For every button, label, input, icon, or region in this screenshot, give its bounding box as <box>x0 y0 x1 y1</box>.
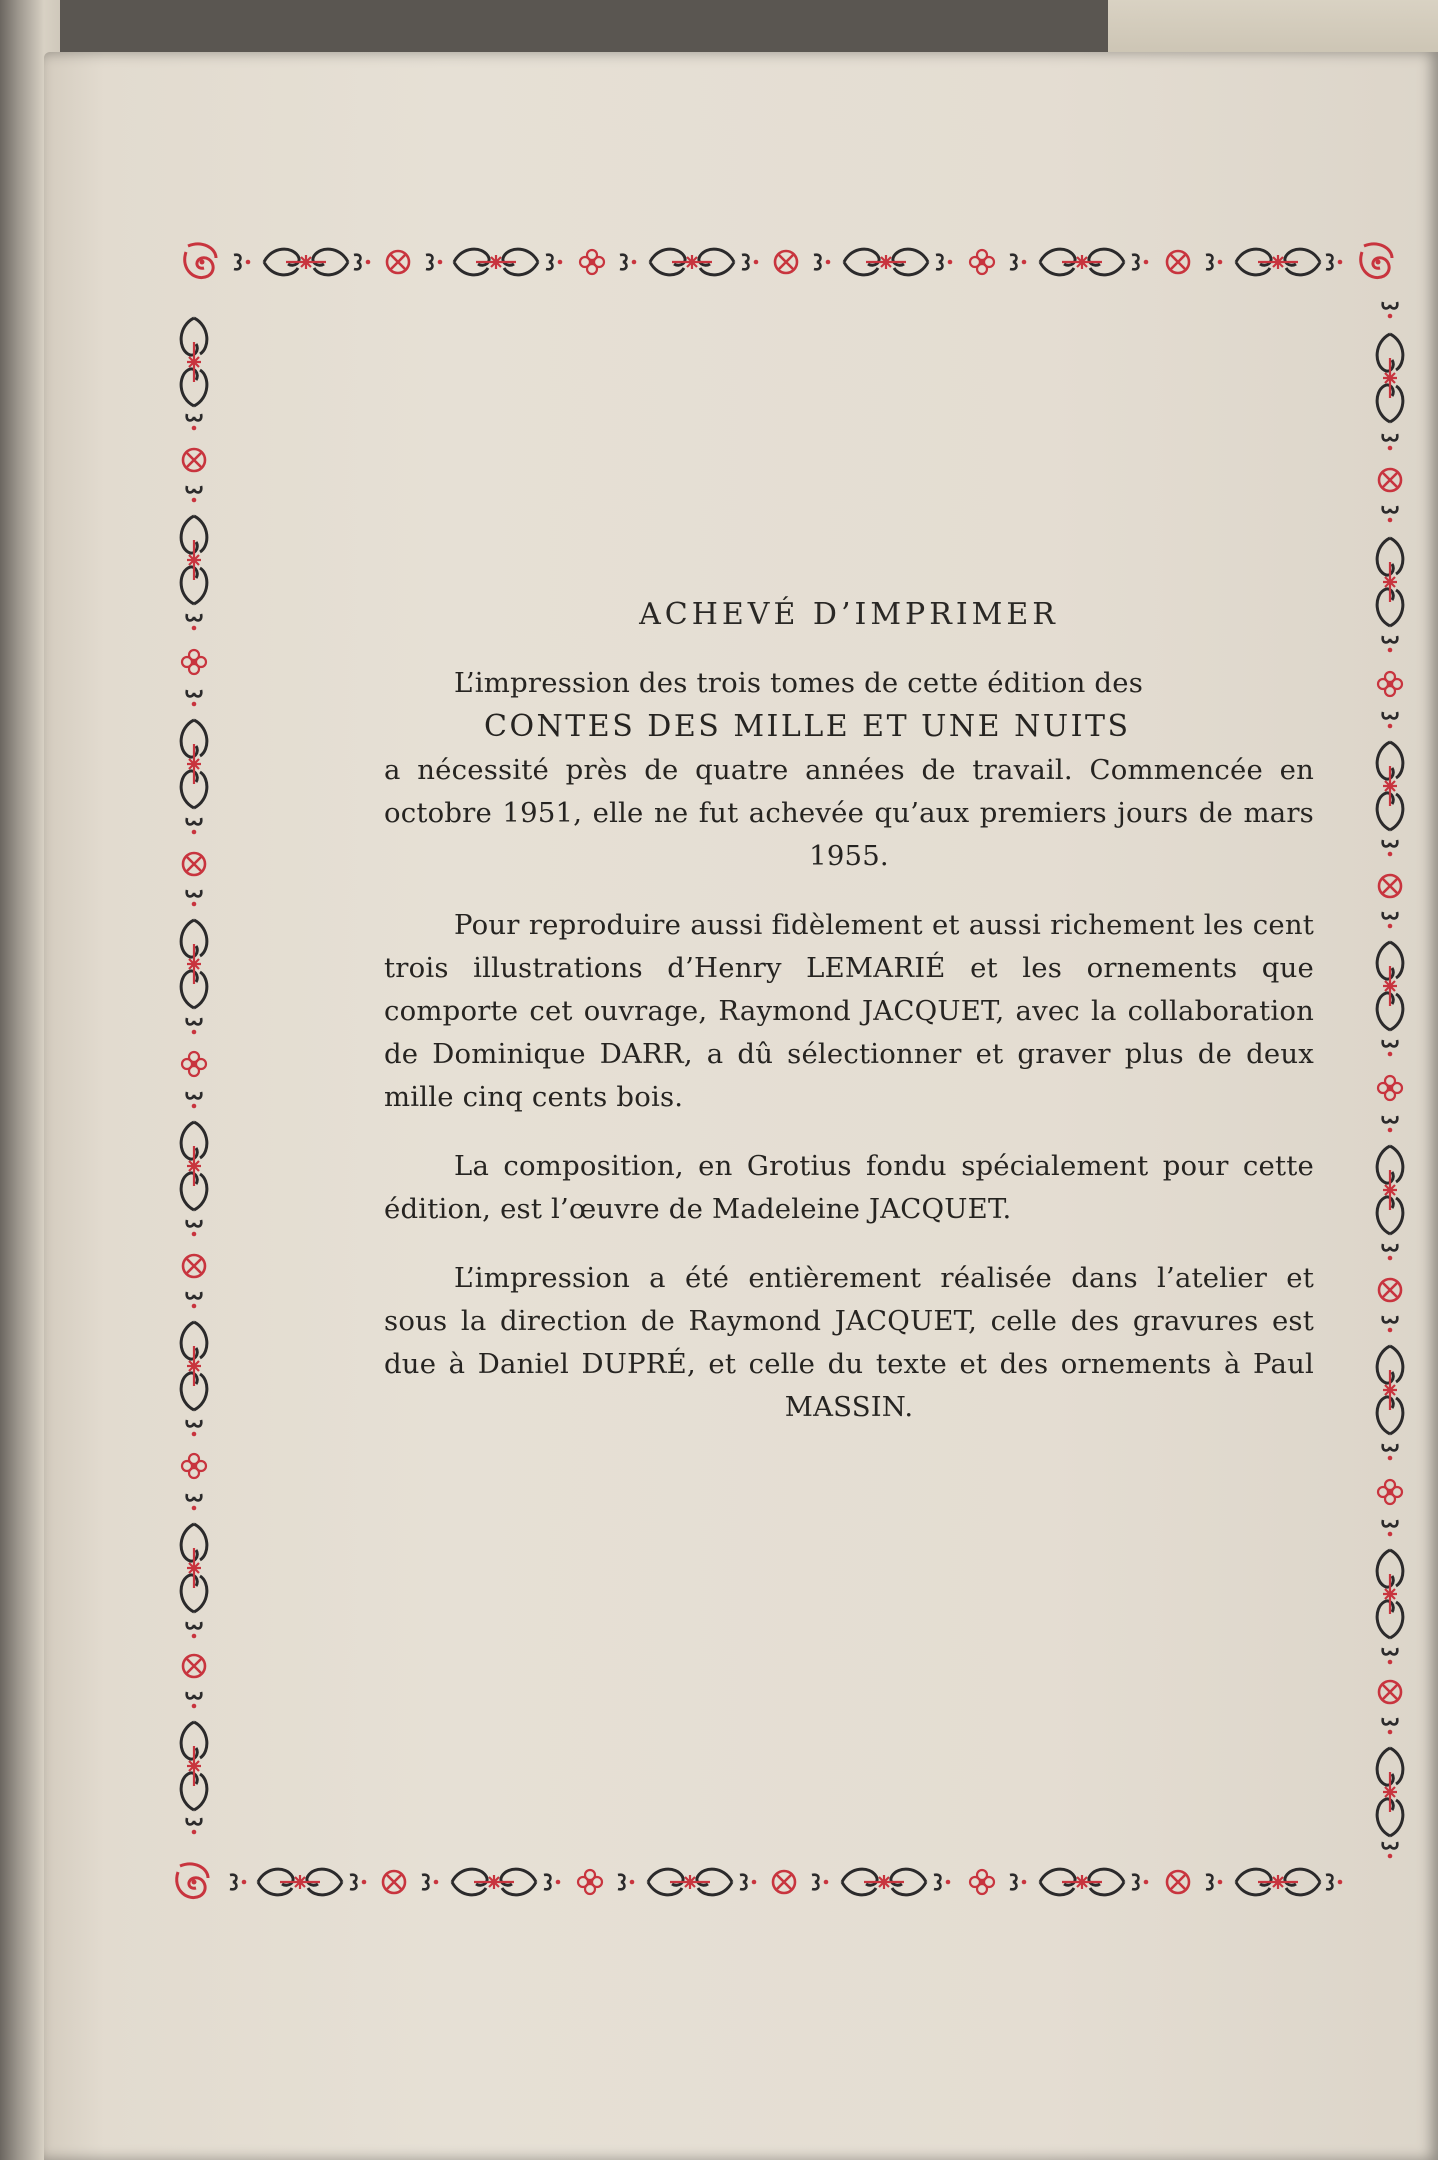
paragraph-1 <box>384 662 1314 878</box>
paragraph-4 <box>384 1257 1314 1429</box>
border-top <box>185 244 1392 278</box>
paragraph-3-text: La composition, en Grotius fondu spécialement pour cette édition, est l’œuvre de Madeleine JACQUET. <box>384 1150 1314 1225</box>
colophon-heading: ACHEVÉ D’IMPRIMER <box>639 597 1059 632</box>
border-bottom <box>177 1864 1343 1898</box>
paragraph-1-rest: a nécessité près de quatre années de travail. Commencée en octobre 1951, elle ne fut achevée qu’aux premiers jours de mars 1955. <box>384 754 1314 872</box>
book-title: CONTES DES MILLE ET UNE NUITS <box>484 709 1131 744</box>
paragraph-1-line-1: L’impression des trois tomes de cette édition des <box>454 667 1144 699</box>
book-page <box>44 52 1438 2160</box>
paragraph-2 <box>384 904 1314 1119</box>
border-left <box>181 318 207 1834</box>
colophon-text <box>384 597 1314 1429</box>
paragraph-3 <box>384 1145 1314 1231</box>
border-right <box>1377 302 1403 1858</box>
paragraph-4-text: L’impression a été entièrement réalisée dans l’atelier et sous la direction de Raymond JACQUET, celle des gravures est due à Daniel DUPRÉ, et celle du texte et des ornements à Paul MASSIN. <box>384 1262 1314 1423</box>
paragraph-2-text: Pour reproduire aussi fidèlement et aussi richement les cent trois illustrations d’Henry LEMARIÉ et les ornements que comporte cet ouvrage, Raymond JACQUET, avec la collaboration de Dominique DARR, a dû sélectionner et graver plus de deux mille cinq cents bois. <box>384 909 1314 1113</box>
